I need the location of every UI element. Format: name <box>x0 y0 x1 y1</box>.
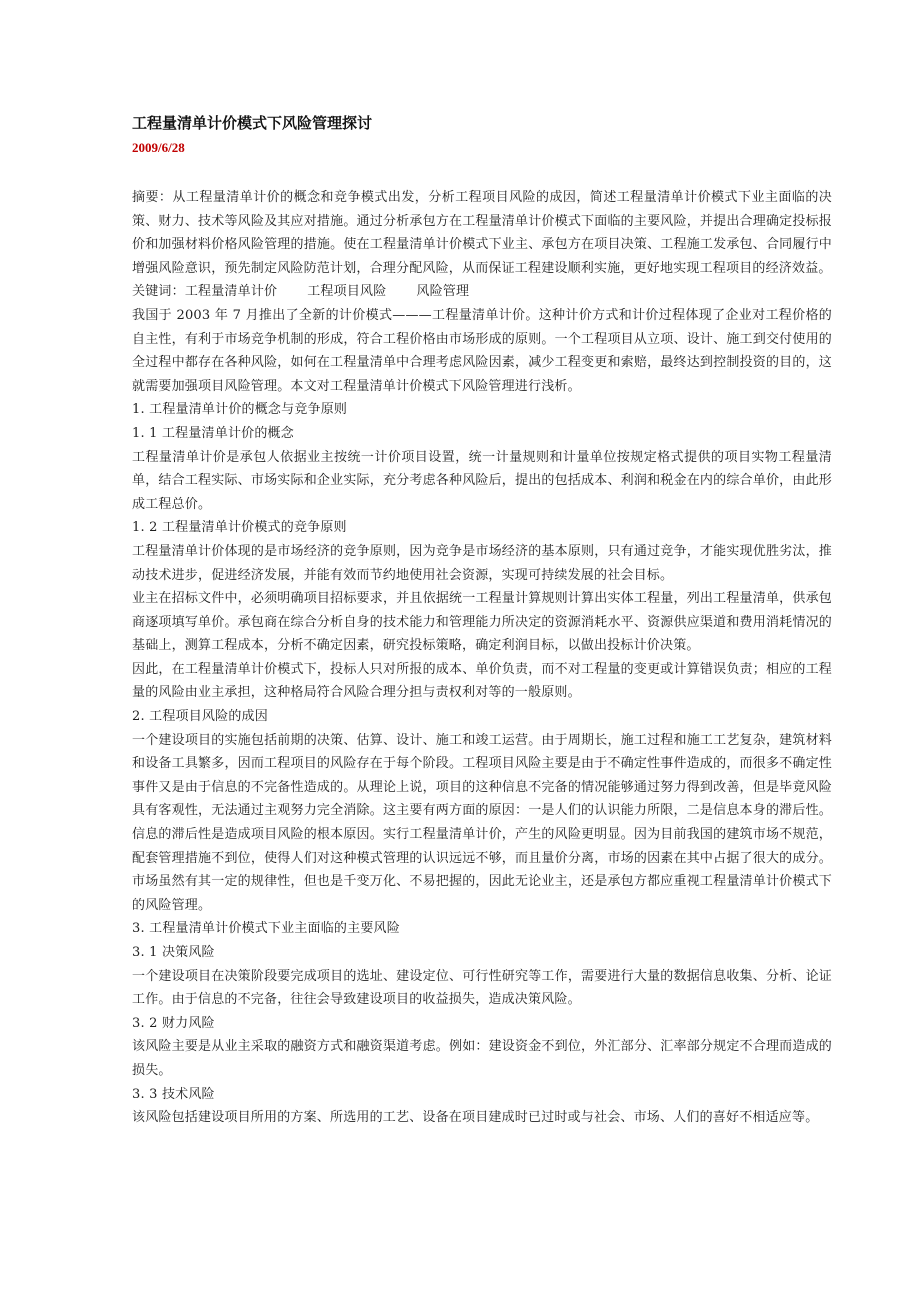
abstract: 摘要：从工程量清单计价的概念和竞争模式出发，分析工程项目风险的成因，简述工程量清单计价模式下业主面临的决策、财力、技术等风险及其应对措施。通过分析承包方在工程量清单计价模式下面临的主要风险，并提出合理确定投标报价和加强材料价格风险管理的措施。使在工程量清单计价模式下业主、承包方在项目决策、工程施工发承包、合同履行中增强风险意识，预先制定风险防范计划，合理分配风险，从而保证工程建设顺利实施，更好地实现工程项目的经济效益。 <box>132 190 832 276</box>
article-body <box>132 186 832 1130</box>
keyword: 工程量清单计价 <box>184 284 278 300</box>
section-heading: 2. 工程项目风险的成因 <box>132 709 268 725</box>
paragraph: 工程量清单计价体现的是市场经济的竞争原则，因为竞争是市场经济的基本原则，只有通过竞争，才能实现优胜劣汰，推动技术进步，促进经济发展，并能有效而节约地使用社会资源，实现可持续发展的社会目标。 <box>132 543 832 583</box>
subsection-heading: 1. 2 工程量清单计价模式的竞争原则 <box>132 520 347 536</box>
paragraph: 业主在招标文件中，必须明确项目招标要求，并且依据统一工程量计算规则计算出实体工程量，列出工程量清单，供承包商逐项填写单价。承包商在综合分析自身的技术能力和管理能力所决定的资源消耗水平、资源供应渠道和费用消耗情况的基础上，测算工程成本，分析不确定因素，研究投标策略，确定利润目标，以做出投标计价决策。 <box>132 591 832 654</box>
article-date: 2009/6/28 <box>132 140 185 155</box>
keywords-label: 关键词： <box>132 284 185 300</box>
document <box>132 112 832 1130</box>
intro-paragraph: 我国于 2003 年 7 月推出了全新的计价模式———工程量清单计价。这种计价方式和计价过程体现了企业对工程价格的自主性，有利于市场竞争机制的形成，符合工程价格由市场形成的原则。一个工程项目从立项、设计、施工到交付使用的全过程中都存在各种风险，如何在工程量清单中合理考虑风险因素，减少工程变更和索赔，最终达到控制投资的目的，这就需要加强项目风险管理。本文对工程量清单计价模式下风险管理进行浅析。 <box>132 307 832 394</box>
paragraph: 一个建设项目的实施包括前期的决策、估算、设计、施工和竣工运营。由于周期长，施工过程和施工工艺复杂，建筑材料和设备工具繁多，因而工程项目的风险存在于每个阶段。工程项目风险主要是由于不确定性事件造成的，而很多不确定性事件又是由于信息的不完备性造成的。从理论上说，项目的这种信息不完备的情况能够通过努力得到改善，但是毕竟风险具有客观性，无法通过主观努力完全消除。这主要有两方面的原因：一是人们的认识能力所限，二是信息本身的滞后性。信息的滞后性是造成项目风险的根本原因。实行工程量清单计价，产生的风险更明显。因为目前我国的建筑市场不规范，配套管理措施不到位，使得人们对这种模式管理的认识远远不够，而且量价分离，市场的因素在其中占据了很大的成分。市场虽然有其一定的规律性，但也是千变万化、不易把握的，因此无论业主，还是承包方都应重视工程量清单计价模式下的风险管理。 <box>132 732 832 913</box>
section-heading: 3. 工程量清单计价模式下业主面临的主要风险 <box>132 921 400 937</box>
keyword: 工程项目风险 <box>307 284 387 300</box>
paragraph: 该风险主要是从业主采取的融资方式和融资渠道考虑。例如：建设资金不到位，外汇部分、汇率部分规定不合理而造成的损失。 <box>132 1039 832 1078</box>
subsection-heading: 1. 1 工程量清单计价的概念 <box>132 425 294 441</box>
paragraph: 因此，在工程量清单计价模式下，投标人只对所报的成本、单价负责，而不对工程量的变更或计算错误负责；相应的工程量的风险由业主承担，这种格局符合风险合理分担与责权利对等的一般原则。 <box>132 661 832 701</box>
subsection-heading: 3. 2 财力风险 <box>132 1015 215 1031</box>
keyword: 风险管理 <box>416 284 470 300</box>
subsection-heading: 3. 3 技术风险 <box>132 1086 215 1102</box>
paragraph: 该风险包括建设项目所用的方案、所选用的工艺、设备在项目建成时已过时或与社会、市场、人们的喜好不相适应等。 <box>132 1110 819 1126</box>
article-title: 工程量清单计价模式下风险管理探讨 <box>132 114 373 132</box>
paragraph: 一个建设项目在决策阶段要完成项目的选址、建设定位、可行性研究等工作，需要进行大量的数据信息收集、分析、论证工作。由于信息的不完备，往往会导致建设项目的收益损失，造成决策风险。 <box>132 968 832 1008</box>
paragraph: 工程量清单计价是承包人依据业主按统一计价项目设置，统一计量规则和计量单位按规定格式提供的项目实物工程量清单，结合工程实际、市场实际和企业实际，充分考虑各种风险后，提出的包括成本、利润和税金在内的综合单价，由此形成工程总价。 <box>132 449 832 512</box>
keywords <box>132 280 832 304</box>
subsection-heading: 3. 1 决策风险 <box>132 945 215 960</box>
section-heading: 1. 工程量清单计价的概念与竞争原则 <box>132 402 348 418</box>
